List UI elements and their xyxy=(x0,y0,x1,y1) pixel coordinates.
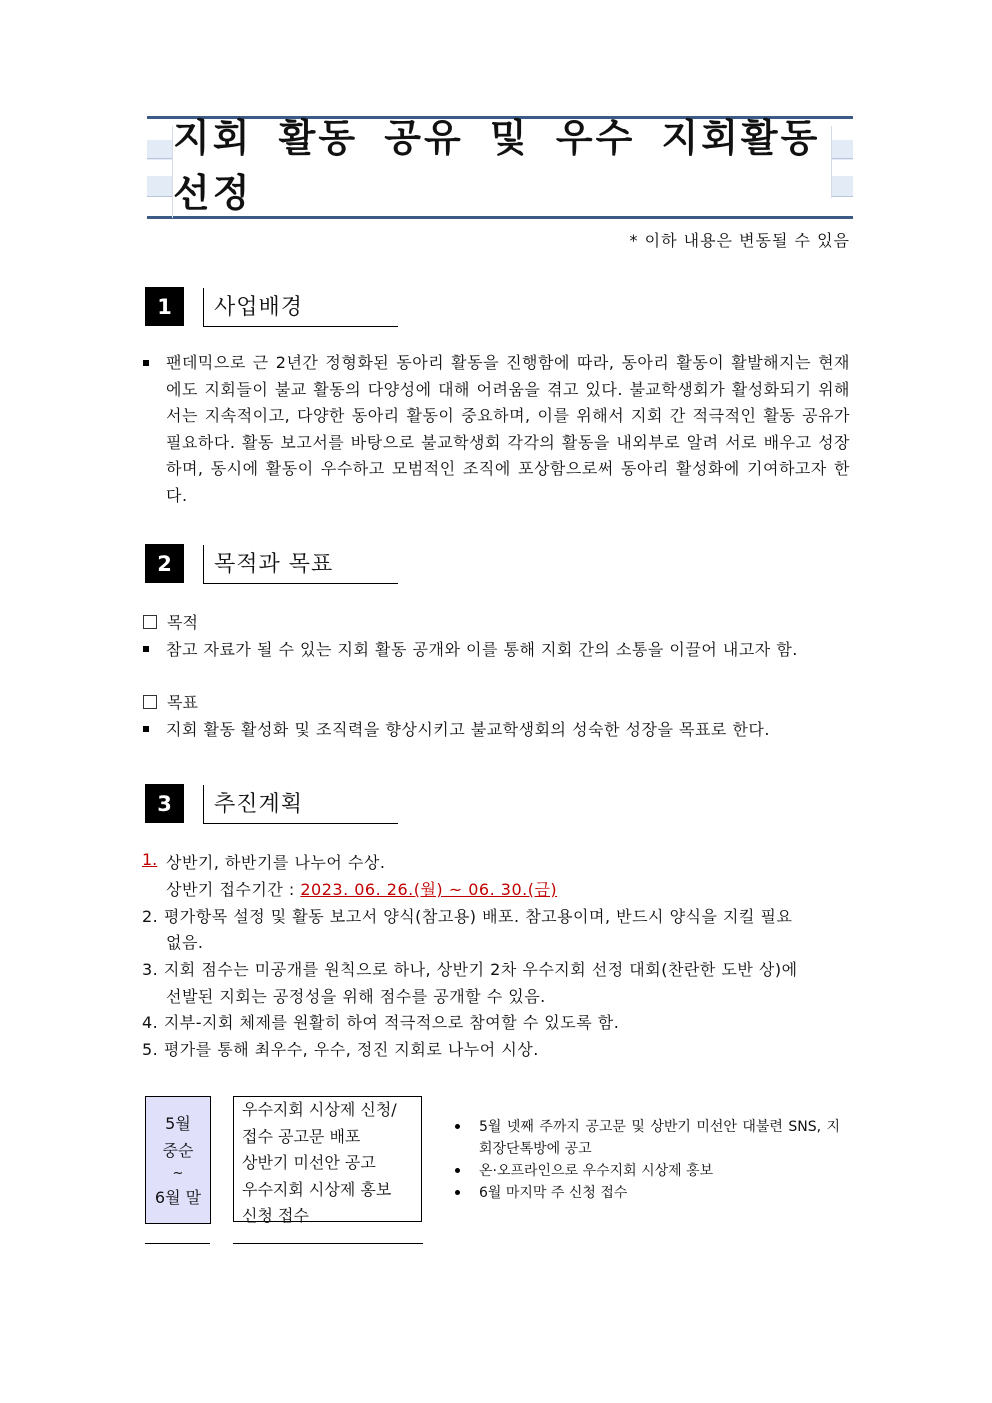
checkbox-icon xyxy=(143,615,157,629)
schedule-task-box xyxy=(233,1096,422,1225)
task-underline xyxy=(233,1243,423,1244)
plan-item-3-line-1: 3. 지회 점수는 미공개를 원칙으로 하나, 상반기 2차 우수지회 선정 대회(찬란한 도반 상)에 xyxy=(142,960,798,979)
title-stem xyxy=(172,198,173,218)
goal-text: 지회 활동 활성화 및 조직력을 향상시키고 불교학생회의 성숙한 성장을 목표로 한다. xyxy=(166,720,770,739)
purpose-label: 목적 xyxy=(167,613,198,632)
purpose-text: 참고 자료가 될 수 있는 지회 활동 공개와 이를 통해 지회 간의 소통을 이끌어 내고자 함. xyxy=(166,640,798,659)
schedule-date-box xyxy=(145,1096,211,1224)
date-underline xyxy=(145,1243,210,1244)
schedule-date-line: 6월 말 xyxy=(154,1187,202,1207)
section-header-1 xyxy=(203,288,398,327)
schedule-task-line: 우수지회 시상제 신청/ xyxy=(242,1100,397,1119)
section-title-1: 사업배경 xyxy=(214,295,304,320)
plan-period-label: 상반기 접수기간 : xyxy=(166,880,301,899)
plan-item-4: 4. 지부-지회 체제를 원활히 하여 적극적으로 참여할 수 있도록 함. xyxy=(142,1013,620,1032)
section-header-3 xyxy=(203,785,398,824)
square-bullet-icon xyxy=(143,726,149,732)
section-number-1: 1 xyxy=(145,287,184,326)
schedule-detail-item: 5월 넷째 주까지 공고문 및 상반기 미선안 대불련 SNS, 지회장단톡방에 공고 xyxy=(455,1116,840,1160)
schedule-date-line: 5월 xyxy=(165,1113,191,1133)
schedule-detail-item: 6월 마지막 주 신청 접수 xyxy=(455,1182,840,1204)
square-bullet-icon xyxy=(143,646,149,652)
square-bullet-icon xyxy=(143,360,149,366)
schedule-task-line: 접수 공고문 배포 xyxy=(242,1126,361,1146)
plan-item-1-text: 상반기, 하반기를 나누어 수상. xyxy=(166,853,386,872)
plan-item-2-line-1: 2. 평가항목 설정 및 활동 보고서 양식(참고용) 배포. 참고용이며, 반드시 양식을 지킬 필요 xyxy=(142,907,793,926)
schedule-task-line: 우수지회 시상제 홍보 xyxy=(242,1179,392,1199)
section-title-3: 추진계획 xyxy=(214,792,304,817)
purpose-heading xyxy=(143,610,198,633)
plan-item-5: 5. 평가를 통해 최우수, 우수, 정진 지회로 나누어 시상. xyxy=(142,1040,539,1059)
section-title-2: 목적과 목표 xyxy=(214,552,334,577)
title-box xyxy=(172,116,832,215)
change-notice: * 이하 내용은 변동될 수 있음 xyxy=(629,231,850,250)
schedule-detail-list xyxy=(455,1116,840,1204)
background-paragraph: 팬데믹으로 근 2년간 정형화된 동아리 활동을 진행함에 따라, 동아리 활동이 활발해지는 현재에도 지회들이 불교 활동의 다양성에 대해 어려움을 겪고 있다. 불교학생회가 활성화되기 위해서는 지속적이고, 다양한 동아리 활동이 중요하며, 이를 위해서 지회 간 적극적인 활동 공유가 필요하다. 활동 보고서를 바탕으로 불교학생회 각각의 활동을 내외부로 알려 서로 배우고 성장하며, 동시에 활동이 우수하고 모범적인 조직에 포상함으로써 동아리 활성화에 기여하고자 한다. xyxy=(166,353,850,505)
checkbox-icon xyxy=(143,695,157,709)
page-title: 지회 활동 공유 및 우수 지회활동 선정 xyxy=(173,116,821,215)
schedule-date-line: ~ xyxy=(172,1165,184,1181)
schedule-date-line: 중순 xyxy=(162,1140,194,1160)
plan-item-3-line-2: 선발된 지회는 공정성을 위해 점수를 공개할 수 있음. xyxy=(166,987,546,1006)
schedule-detail-item: 온·오프라인으로 우수지회 시상제 홍보 xyxy=(455,1160,840,1182)
section-header-2 xyxy=(203,545,398,584)
plan-item-1-number: 1. xyxy=(142,850,158,869)
section-number-3: 3 xyxy=(145,784,184,823)
plan-period xyxy=(166,877,557,900)
plan-item-2-line-2: 없음. xyxy=(166,933,204,952)
section-number-2: 2 xyxy=(145,544,184,583)
goal-heading xyxy=(143,690,198,713)
schedule-task-line: 상반기 미선안 공고 xyxy=(242,1153,376,1172)
schedule-task-line: 신청 접수 xyxy=(242,1206,309,1225)
plan-period-value: 2023. 06. 26.(월) ~ 06. 30.(금) xyxy=(300,880,558,899)
goal-label: 목표 xyxy=(167,693,198,712)
